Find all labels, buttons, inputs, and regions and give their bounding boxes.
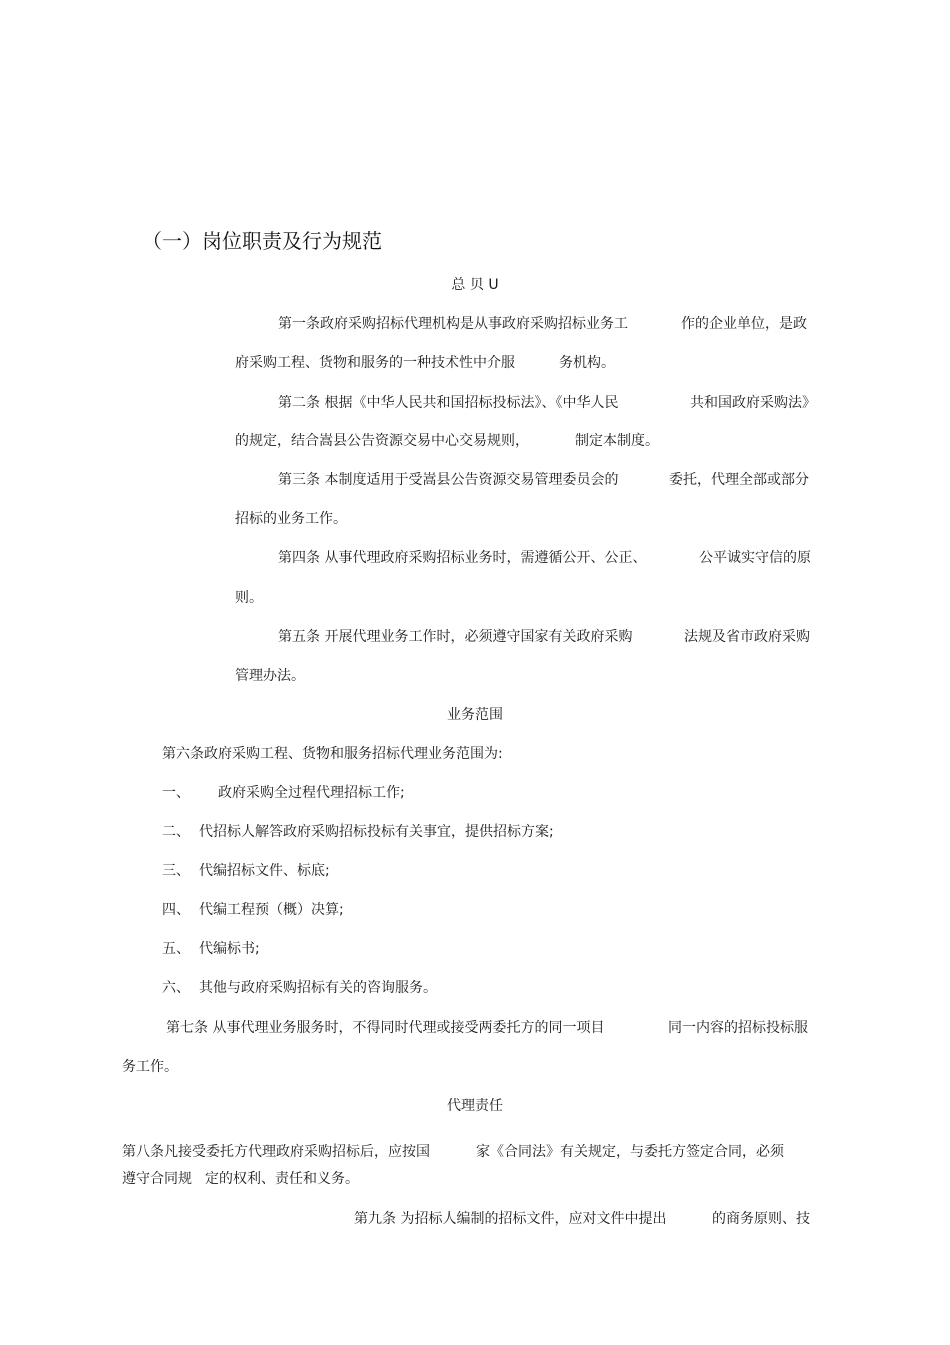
art3-line1-b: 委托，代理全部或部分	[669, 472, 809, 488]
art8-line2-a: 遵守合同规	[122, 1171, 192, 1187]
art1-line2-b: 务机构。	[559, 355, 615, 371]
art9-line1-a: 第九条 为招标人编制的招标文件，应对文件中提出	[354, 1211, 667, 1227]
art7-line1-a: 第七条 从事代理业务服务时，不得同时代理或接受两委托方的同一项目	[166, 1020, 605, 1036]
scope-item-2-num: 二、	[162, 824, 190, 840]
section-title: （一）岗位职责及行为规范	[142, 229, 382, 253]
art3-line1-a: 第三条 本制度适用于受嵩县公告资源交易管理委员会的	[278, 472, 619, 488]
scope-item-5-text: 代编标书;	[199, 941, 260, 957]
art2-line2-a: 的规定，结合嵩县公告资源交易中心交易规则，	[235, 433, 529, 449]
art2-line1-a: 第二条 根据《中华人民共和国招标投标法》、《中华人民	[278, 395, 619, 411]
heading-responsibility: 代理责任	[447, 1098, 503, 1114]
scope-item-4-num: 四、	[162, 902, 190, 918]
scope-item-1-num: 一、	[162, 785, 190, 801]
art8-line1-b: 家《合同法》有关规定，与委托方签定合同，必须	[476, 1144, 784, 1160]
art1-line2-a: 府采购工程、货物和服务的一种技术性中介服	[235, 355, 515, 371]
scope-item-2-text: 代招标人解答政府采购招标投标有关事宜，提供招标方案;	[199, 824, 554, 840]
art5-line1-a: 第五条 开展代理业务工作时，必须遵守国家有关政府采购	[278, 629, 633, 645]
heading-scope: 业务范围	[447, 707, 503, 723]
art4-line2: 则。	[235, 590, 263, 606]
art3-line2: 招标的业务工作。	[235, 511, 347, 527]
scope-item-6-text: 其他与政府采购招标有关的咨询服务。	[199, 980, 437, 996]
art1-line1-a: 第一条政府采购招标代理机构是从事政府采购招标业务工	[278, 316, 628, 332]
art5-line1-b: 法规及省市政府采购	[684, 629, 810, 645]
art9-line1-b: 的商务原则、技	[712, 1211, 810, 1227]
art1-line1-b: 作的企业单位，是政	[681, 316, 807, 332]
art8-line2-b: 定的权利、责任和义务。	[205, 1171, 359, 1187]
art7-line2: 务工作。	[122, 1059, 178, 1075]
art2-line2-b: 制定本制度。	[575, 433, 659, 449]
art8-line1-a: 第八条凡接受委托方代理政府采购招标后，应按国	[122, 1144, 430, 1160]
scope-item-3-text: 代编招标文件、标底;	[199, 863, 330, 879]
art7-line1-b: 同一内容的招标投标服	[668, 1020, 808, 1036]
art4-line1-b: 公平诚实守信的原	[699, 550, 811, 566]
art5-line2: 管理办法。	[235, 668, 305, 684]
scope-item-5-num: 五、	[162, 941, 190, 957]
scope-item-1-text: 政府采购全过程代理招标工作;	[218, 785, 405, 801]
scope-item-4-text: 代编工程预（概）决算;	[199, 902, 344, 918]
scope-item-3-num: 三、	[162, 863, 190, 879]
scope-item-6-num: 六、	[162, 980, 190, 996]
art4-line1-a: 第四条 从事代理政府采购招标业务时，需遵循公开、公正、	[278, 550, 647, 566]
art2-line1-b: 共和国政府采购法》	[690, 395, 816, 411]
art6-line: 第六条政府采购工程、货物和服务招标代理业务范围为:	[162, 746, 503, 762]
heading-general: 总 贝 U	[451, 277, 499, 293]
